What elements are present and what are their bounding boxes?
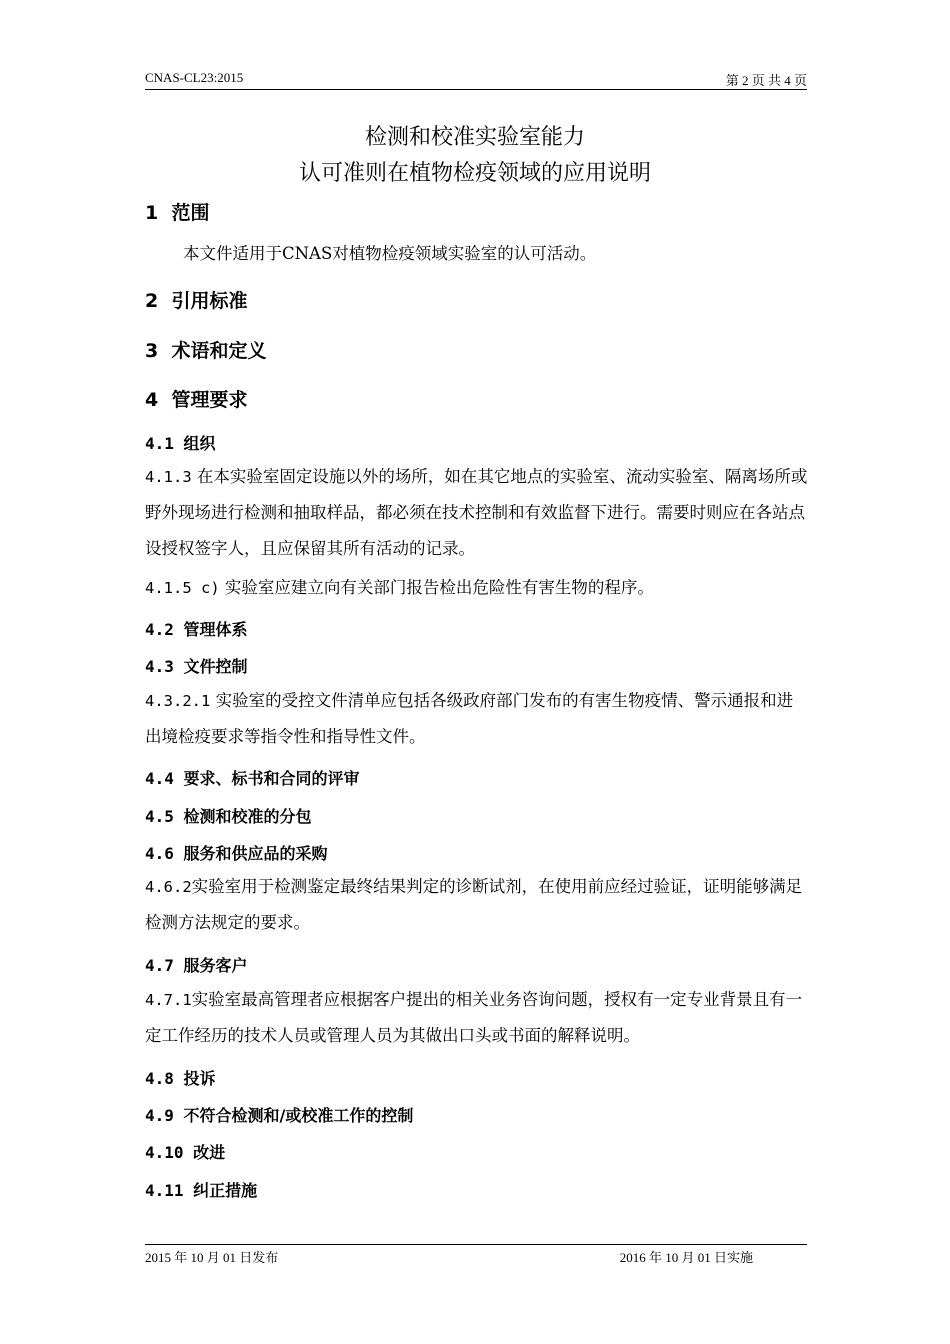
clause-text: 在本实验室固定设施以外的场所，如在其它地点的实验室、流动实验室、隔离场所或野外现场进行检测和抽取样品，都必须在技术控制和有效监督下进行。需要时则应在各站点设授权签字人，且应保留其所有活动的记录。 [145, 467, 808, 558]
effective-date: 2016 年 10 月 01 日实施 [619, 1250, 753, 1265]
subsection-heading-4-10 [145, 1140, 225, 1163]
paragraph-4-7-1 [145, 982, 809, 1054]
subsection-heading-4-4 [145, 766, 360, 789]
section-title: 范围 [171, 202, 210, 224]
subsection-number: 4.9 [145, 1106, 174, 1125]
subsection-number: 4.10 [145, 1143, 184, 1162]
section-heading-3 [145, 336, 266, 363]
clause-text: 实验室最高管理者应根据客户提出的相关业务咨询问题，授权有一定专业背景且有一定工作经历的技术人员或管理人员为其做出口头或书面的解释说明。 [145, 990, 803, 1045]
scope-paragraph: 本文件适用于CNAS对植物检疫领域实验室的认可活动。 [183, 244, 597, 263]
subsection-heading-4-11 [145, 1178, 257, 1201]
subsection-number: 4.11 [145, 1181, 184, 1200]
footer-divider [145, 1244, 807, 1245]
subsection-title: 不符合检测和/或校准工作的控制 [183, 1106, 414, 1125]
subsection-number: 4.5 [145, 807, 174, 826]
paragraph-4-1-3 [145, 459, 809, 567]
clause-text: 实验室应建立向有关部门报告检出危险性有害生物的程序。 [219, 578, 654, 597]
subsection-title: 改进 [193, 1143, 226, 1162]
clause-number: 4.7.1 [145, 991, 192, 1009]
issue-date: 2015 年 10 月 01 日发布 [145, 1250, 279, 1265]
subsection-heading-4-2 [145, 617, 248, 640]
section-title: 术语和定义 [171, 340, 267, 362]
clause-number: 4.1.3 [145, 468, 192, 486]
section-number: 3 [145, 340, 159, 362]
subsection-title: 管理体系 [183, 620, 248, 639]
subsection-title: 文件控制 [183, 657, 248, 676]
subsection-number: 4.7 [145, 956, 174, 975]
clause-text: 实验室的受控文件清单应包括各级政府部门发布的有害生物疫情、警示通报和进出境检疫要求等指令性和指导性文件。 [145, 691, 794, 746]
subsection-heading-4-9 [145, 1103, 413, 1126]
subsection-heading-4-1 [145, 431, 216, 454]
header-divider [145, 89, 807, 90]
subsection-heading-4-6 [145, 841, 328, 864]
subsection-number: 4.4 [145, 769, 174, 788]
section-number: 2 [145, 290, 159, 312]
subsection-title: 要求、标书和合同的评审 [183, 769, 360, 788]
subsection-title: 纠正措施 [193, 1181, 258, 1200]
section-heading-2 [145, 286, 247, 313]
section-title: 引用标准 [171, 290, 248, 312]
paragraph-4-3-2-1 [145, 683, 809, 755]
section-heading-4 [145, 385, 247, 412]
document-code: CNAS-CL23:2015 [145, 70, 244, 85]
subsection-title: 组织 [183, 434, 216, 453]
subsection-number: 4.2 [145, 620, 174, 639]
subsection-number: 4.1 [145, 434, 174, 453]
subsection-number: 4.6 [145, 844, 174, 863]
section-number: 1 [145, 202, 159, 224]
subsection-number: 4.3 [145, 657, 174, 676]
section-heading-1 [145, 198, 209, 225]
subsection-heading-4-3 [145, 654, 248, 677]
clause-number: 4.6.2 [145, 878, 192, 896]
paragraph-4-1-5 [145, 570, 809, 606]
subsection-number: 4.8 [145, 1069, 174, 1088]
section-number: 4 [145, 389, 159, 411]
page-number: 第 2 页 共 4 页 [725, 73, 807, 88]
subsection-title: 服务客户 [183, 956, 248, 975]
subsection-heading-4-8 [145, 1066, 216, 1089]
subsection-title: 检测和校准的分包 [183, 807, 312, 826]
clause-text: 实验室用于检测鉴定最终结果判定的诊断试剂，在使用前应经过验证，证明能够满足检测方法规定的要求。 [145, 877, 803, 932]
subsection-title: 投诉 [183, 1069, 216, 1088]
clause-number: 4.1.5 c) [145, 579, 220, 597]
subsection-heading-4-7 [145, 953, 248, 976]
document-title-line2: 认可准则在植物检疫领域的应用说明 [298, 161, 651, 186]
subsection-title: 服务和供应品的采购 [183, 844, 328, 863]
document-title-line1: 检测和校准实验室能力 [364, 125, 585, 150]
subsection-heading-4-5 [145, 804, 312, 827]
clause-number: 4.3.2.1 [145, 692, 211, 710]
paragraph-4-6-2 [145, 869, 809, 941]
section-title: 管理要求 [171, 389, 248, 411]
